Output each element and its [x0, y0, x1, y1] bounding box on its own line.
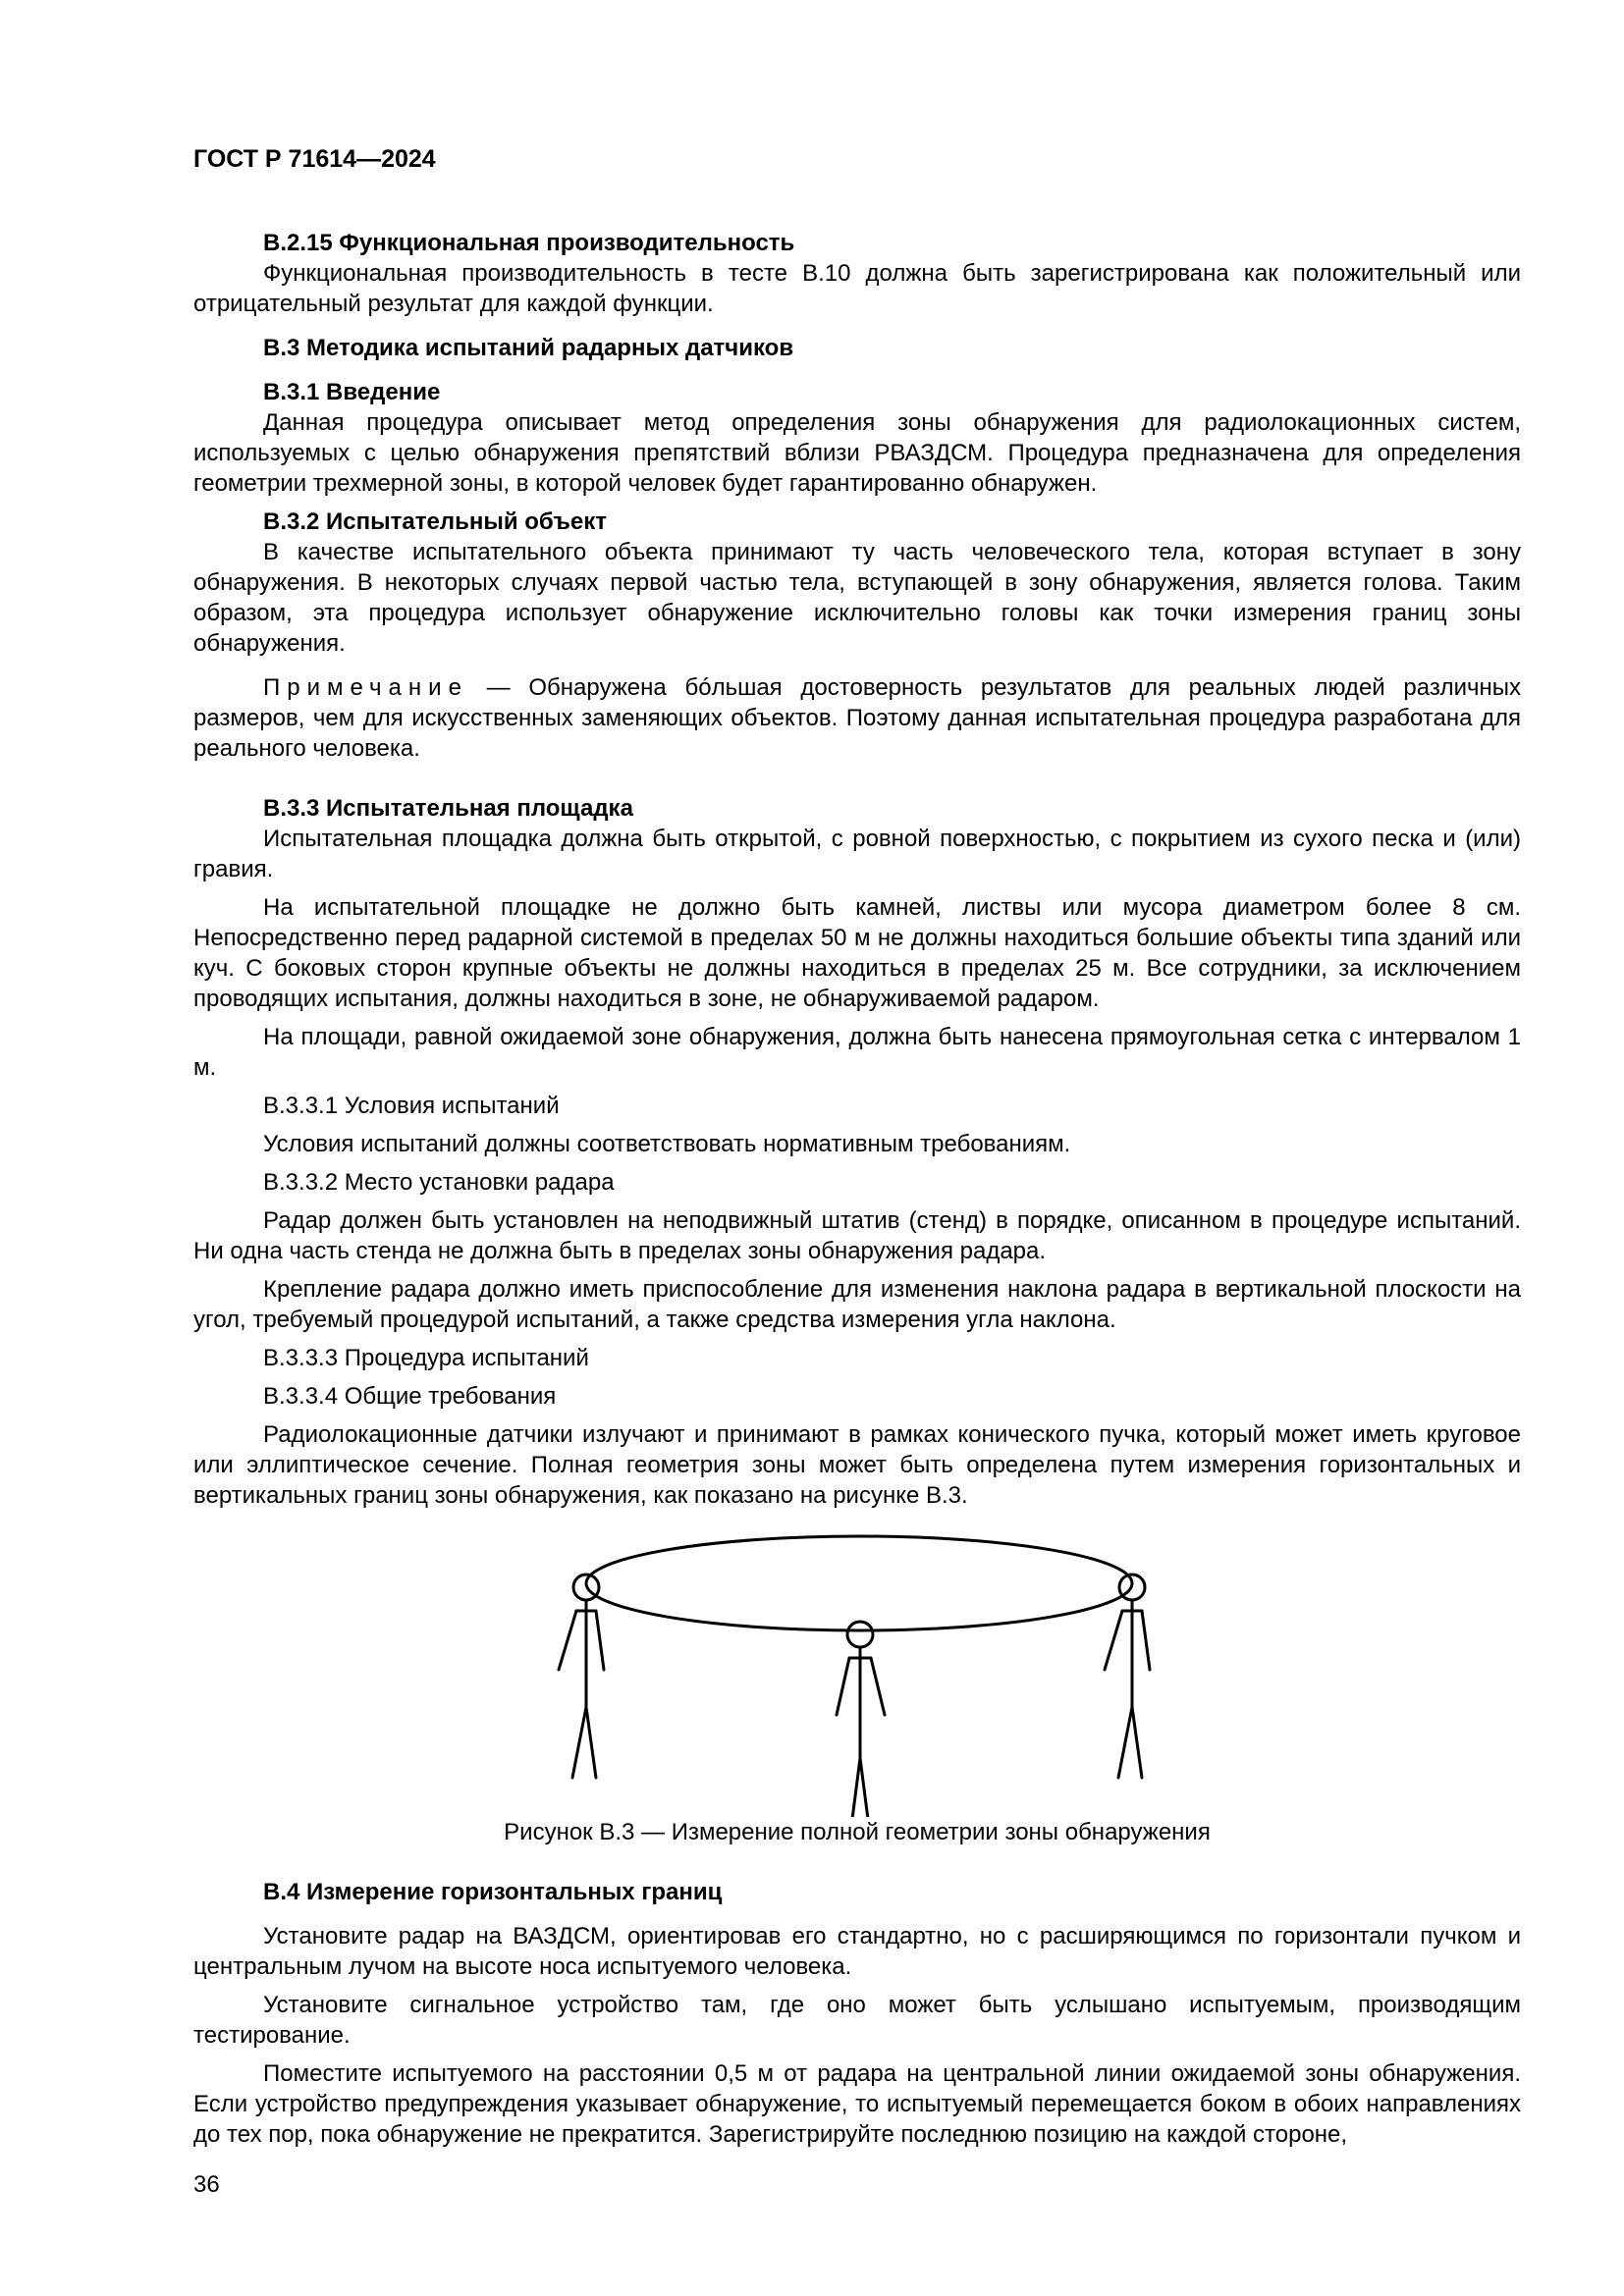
paragraph: Установите радар на ВАЗДСМ, ориентировав его стандартно, но с расширяющимся по горизонтали пучком и центральным лучом на высоте носа испытуемого человека. — [193, 1923, 1521, 1980]
heading-b3: В.3 Методика испытаний радарных датчиков — [263, 335, 794, 361]
subsection-title: В.3.3.2 Место установки радара — [263, 1169, 615, 1196]
heading-b32: В.3.2 Испытательный объект — [263, 508, 608, 535]
detection-zone-ellipse — [586, 1536, 1132, 1630]
heading-b33: В.3.3 Испытательная площадка — [263, 795, 633, 822]
page-number: 36 — [193, 2171, 220, 2198]
paragraph: Условия испытаний должны соответствовать нормативным требованиям. — [263, 1131, 1071, 1157]
paragraph: На испытательной площадке не должно быть камней, листвы или мусора диаметром более 8 см. Непосредственно перед радарной системой в пределах 50 м не должны находиться большие объекты типа зданий или куч. С боковых сторон крупные объекты не должны находиться в пределах 25 м. Все сотрудники, за исключением проводящих испытания, должны находиться в зоне, не обнаруживаемой радаром. — [193, 894, 1521, 1012]
heading-b31: В.3.1 Введение — [263, 379, 441, 405]
subsection-title: В.3.3.1 Условия испытаний — [263, 1093, 560, 1119]
paragraph: Функциональная производительность в тесте В.10 должна быть зарегистрирована как положительный или отрицательный результат для каждой функции. — [193, 260, 1521, 317]
figure-caption: Рисунок В.3 — Измерение полной геометрии зоны обнаружения — [504, 1819, 1211, 1845]
note-text: — Обнаружена бóльшая достоверность результатов для реальных людей различных размеров, чем для искусственных заменяющих объектов. Поэтому данная испытательная процедура разработана для реального человека. — [193, 674, 1521, 762]
paragraph: В качестве испытательного объекта принимают ту часть человеческого тела, которая вступает в зону обнаружения. В некоторых случаях первой частью тела, вступающей в зону обнаружения, является голова. Таким образом, эта процедура использует обнаружение исключительно головы как точки измерения границ зоны обнаружения. — [193, 539, 1521, 657]
note — [193, 672, 1521, 764]
stick-figure-center — [837, 1622, 885, 1817]
note-label: Примечание — [263, 674, 468, 701]
figure-b3 — [193, 1522, 1521, 1817]
stick-figure-left — [559, 1575, 604, 1778]
subsection-title: В.3.3.4 Общие требования — [263, 1383, 557, 1410]
paragraph: Радар должен быть установлен на неподвижный штатив (стенд) в порядке, описанном в процедуре испытаний. Ни одна часть стенда не должна быть в пределах зоны обнаружения радара. — [193, 1207, 1521, 1264]
paragraph: Поместите испытуемого на расстоянии 0,5 м от радара на центральной линии ожидаемой зоны обнаружения. Если устройство предупреждения указывает обнаружение, то испытуемый перемещается боком в обоих направлениях до тех пор, пока обнаружение не прекратится. Зарегистрируйте последнюю позицию на каждой стороне, — [193, 2060, 1521, 2148]
heading-b215: В.2.15 Функциональная производительность — [263, 230, 795, 256]
paragraph: Испытательная площадка должна быть открытой, с ровной поверхностью, с покрытием из сухого песка и (или) гравия. — [193, 826, 1521, 882]
subsection-title: В.3.3.3 Процедура испытаний — [263, 1345, 589, 1371]
detection-zone-diagram — [193, 1522, 1521, 1817]
paragraph: Радиолокационные датчики излучают и принимают в рамках конического пучка, который может иметь круговое или эллиптическое сечение. Полная геометрия зоны может быть определена путем измерения горизонтальных и вертикальных границ зоны обнаружения, как показано на рисунке В.3. — [193, 1421, 1521, 1509]
paragraph: Данная процедура описывает метод определения зоны обнаружения для радиолокационных систем, используемых с целью обнаружения препятствий вблизи РВАЗДСМ. Процедура предназначена для определения геометрии трехмерной зоны, в которой человек будет гарантированно обнаружен. — [193, 409, 1521, 497]
paragraph: На площади, равной ожидаемой зоне обнаружения, должна быть нанесена прямоугольная сетка с интервалом 1 м. — [193, 1024, 1521, 1081]
heading-b4: В.4 Измерение горизонтальных границ — [263, 1879, 723, 1905]
paragraph: Крепление радара должно иметь приспособление для изменения наклона радара в вертикальной плоскости на угол, требуемый процедурой испытаний, а также средства измерения угла наклона. — [193, 1276, 1521, 1333]
stick-figure-right — [1105, 1575, 1150, 1778]
document-body — [193, 228, 1521, 2150]
paragraph: Установите сигнальное устройство там, где оно может быть услышано испытуемым, производящим тестирование. — [193, 1992, 1521, 2049]
standard-header: ГОСТ Р 71614—2024 — [193, 145, 436, 173]
